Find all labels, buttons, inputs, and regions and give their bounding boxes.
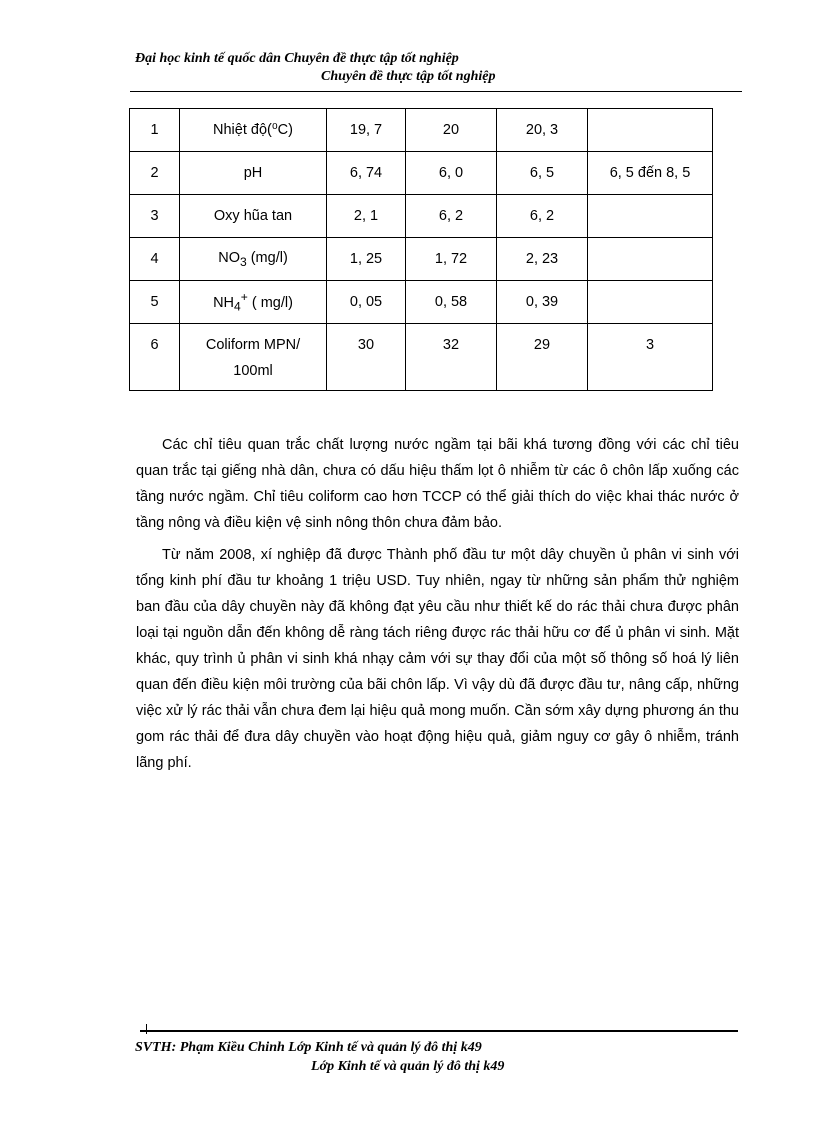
value-cell: 6, 74 xyxy=(327,152,406,195)
value-cell: 30 xyxy=(327,324,406,391)
value-cell: 20, 3 xyxy=(497,109,588,152)
row-number: 6 xyxy=(130,324,180,391)
param-unit: (mg/l) xyxy=(246,249,288,266)
param-unit: ( mg/l) xyxy=(247,294,293,311)
row-number: 4 xyxy=(130,238,180,281)
table-row xyxy=(130,152,713,195)
standard-cell xyxy=(588,281,713,324)
table-row xyxy=(130,324,713,391)
param-main: NO xyxy=(218,249,240,266)
value-cell: 2, 23 xyxy=(497,238,588,281)
row-number: 2 xyxy=(130,152,180,195)
table-row xyxy=(130,281,713,324)
standard-cell: 3 xyxy=(588,324,713,391)
value-cell: 6, 2 xyxy=(497,195,588,238)
header-rule xyxy=(130,91,742,92)
value-cell: 2, 1 xyxy=(327,195,406,238)
row-number: 5 xyxy=(130,281,180,324)
page-header xyxy=(135,50,745,86)
footer-rule-tick xyxy=(146,1024,147,1034)
water-quality-table xyxy=(129,108,713,391)
parameter-cell xyxy=(180,324,327,391)
param-superscript: + xyxy=(240,290,248,305)
parameter-cell: pH xyxy=(180,152,327,195)
table-row xyxy=(130,195,713,238)
value-cell: 1, 72 xyxy=(406,238,497,281)
parameter-cell xyxy=(180,238,327,281)
value-cell: 19, 7 xyxy=(327,109,406,152)
header-line-2: Chuyên đề thực tập tốt nghiệp xyxy=(321,69,496,84)
footer-rule xyxy=(140,1030,738,1032)
param-line-1: Coliform MPN/ xyxy=(205,337,301,353)
value-cell: 32 xyxy=(406,324,497,391)
standard-cell: 6, 5 đến 8, 5 xyxy=(588,152,713,195)
footer-line-2: Lớp Kinh tế và quản lý đô thị k49 xyxy=(311,1059,505,1074)
row-number: 1 xyxy=(130,109,180,152)
page-footer xyxy=(135,1038,745,1076)
standard-cell xyxy=(588,238,713,281)
param-main: NH xyxy=(213,294,235,311)
param-subscript: 4 xyxy=(234,299,241,314)
param-subscript: 3 xyxy=(239,254,247,269)
row-number: 3 xyxy=(130,195,180,238)
value-cell: 6, 5 xyxy=(497,152,588,195)
value-cell: 0, 58 xyxy=(406,281,497,324)
parameter-cell xyxy=(180,281,327,324)
param-line-2: 100ml xyxy=(233,363,273,379)
body-paragraph-2: Từ năm 2008, xí nghiệp đã được Thành phố đầu tư một dây chuyền ủ phân vi sinh với tổng kinh phí đầu tư khoảng 1 triệu USD. Tuy nhiên, ngay từ những sản phẩm thử nghiệm ban đầu của dây chuyền này đã không đạt yêu cầu như thiết kế do rác thải chưa được phân loại tại nguồn dẫn đến không dễ ràng tách riêng được rác thải hữu cơ để ủ phân vi sinh. Mặt khác, quy trình ủ phân vi sinh khá nhạy cảm với sự thay đổi của một số thông số hoá lý liên quan đến điều kiện môi trường của bãi chôn lấp. Vì vậy dù đã được đầu tư, nâng cấp, những việc xử lý rác thải vẫn chưa đem lại hiệu quả mong muốn. Cần sớm xây dựng phương án thu gom rác thải để đưa dây chuyền vào hoạt động hiệu quả, giảm nguy cơ gây ô nhiễm, tránh lãng phí. xyxy=(136,547,739,771)
value-cell: 6, 2 xyxy=(406,195,497,238)
parameter-cell: Oxy hũa tan xyxy=(180,195,327,238)
value-cell: 1, 25 xyxy=(327,238,406,281)
body-paragraph-1: Các chỉ tiêu quan trắc chất lượng nước ngầm tại bãi khá tương đồng với các chỉ tiêu quan trắc tại giếng nhà dân, chưa có dấu hiệu thấm lọt ô nhiễm từ các ô chôn lấp xuống các tầng nước ngầm. Chỉ tiêu coliform cao hơn TCCP có thể giải thích do việc khai thác nước ở tầng nông và điều kiện vệ sinh nông thôn chưa đảm bảo. xyxy=(136,437,739,531)
parameter-cell: Nhiệt độ(⁰C) xyxy=(180,109,327,152)
standard-cell xyxy=(588,195,713,238)
header-line-1: Đại học kinh tế quốc dân Chuyên đề thực tập tốt nghiệp xyxy=(135,51,459,66)
value-cell: 0, 39 xyxy=(497,281,588,324)
value-cell: 29 xyxy=(497,324,588,391)
value-cell: 6, 0 xyxy=(406,152,497,195)
value-cell: 0, 05 xyxy=(327,281,406,324)
footer-line-1: SVTH: Phạm Kiều Chinh Lớp Kinh tế và quản lý đô thị k49 xyxy=(135,1040,482,1055)
table-row xyxy=(130,109,713,152)
standard-cell xyxy=(588,109,713,152)
table-row xyxy=(130,238,713,281)
value-cell: 20 xyxy=(406,109,497,152)
